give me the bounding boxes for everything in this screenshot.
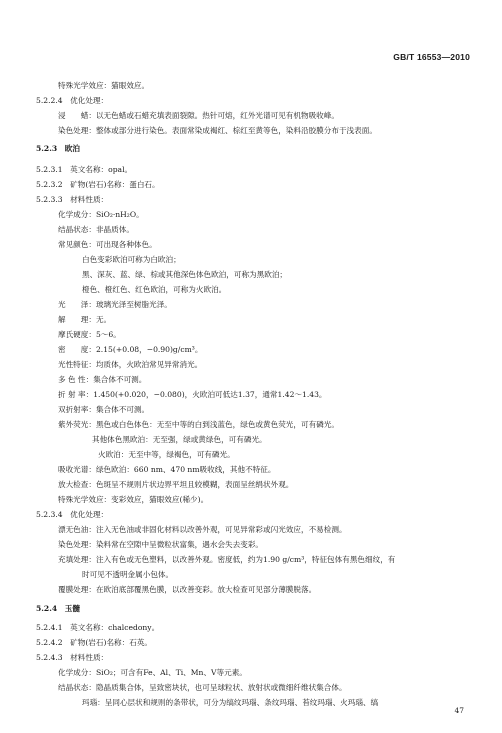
section-heading: 5.2.3 欧泊 — [36, 144, 80, 153]
section-heading: 5.2.2.4 优化处理： — [36, 96, 109, 105]
text-line: 玛瑙：呈同心层状和规则的条带状，可分为缟纹玛瑙、条纹玛瑙、苔纹玛瑙、火玛瑙、缟 — [82, 698, 379, 707]
text-line: 橙色、橙红色、红色欧泊，可称为火欧泊。 — [82, 285, 227, 294]
text-line: 紫外荧光：黑色或白色体色：无至中等的白到浅蓝色，绿色或黄色荧光，可有磷光。 — [58, 420, 339, 429]
text-line: 光 泽：玻璃光泽至树脂光泽。 — [58, 300, 172, 309]
page-number: 47 — [454, 706, 464, 715]
text-line: 解 理：无。 — [58, 315, 112, 324]
text-line: 白色变彩欧泊可称为白欧泊； — [82, 255, 181, 264]
text-line: 多 色 性：集合体不可测。 — [58, 375, 147, 384]
text-line: 结晶状态：隐晶质集合体，呈致密块状，也可呈球粒状、放射状或微细纤维状集合体。 — [58, 683, 347, 692]
section-heading: 5.2.3.3 材料性质： — [36, 195, 109, 204]
text-line: 火欧泊：无至中等，绿褐色，可有磷光。 — [98, 450, 235, 459]
text-line: 漂无色油：注入无色油或非固化材料以改善外观，可见异常彩或闪光效应，不易检测。 — [58, 525, 347, 534]
text-line: 化学成分：SiO₂；可含有Fe、Al、Ti、Mn、V等元素。 — [58, 668, 247, 677]
text-line: 密 度：2.15(+0.08，−0.90)g/cm³。 — [58, 345, 203, 354]
standard-number: GB/T 16553—2010 — [393, 52, 470, 62]
text-line: 光性特征：均质体，火欧泊常见异常消光。 — [58, 360, 203, 369]
text-line: 时可见不透明金属小包体。 — [82, 570, 174, 579]
section-heading: 5.2.4.3 材料性质： — [36, 653, 109, 662]
text-line: 黑、深灰、蓝、绿、棕或其他深色体色欧泊，可称为黑欧泊； — [82, 270, 288, 279]
text-line: 常见颜色：可出现各种体色。 — [58, 240, 157, 249]
section-heading: 5.2.4.2 矿物(岩石)名称：石英。 — [36, 638, 153, 647]
text-line: 放大检查：色斑呈不规则片状边界平坦且较模糊，表面呈丝绢状外观。 — [58, 480, 294, 489]
text-line: 染色处理：整体或部分进行染色。表面常染成褐红、棕红至黄等色，染料沿胶膜分布于浅表面。 — [58, 126, 377, 135]
text-line: 特殊光学效应：猫眼效应。 — [58, 81, 150, 90]
text-line: 吸收光谱：绿色欧泊：660 nm、470 nm吸收线，其他不特征。 — [58, 465, 276, 474]
section-heading: 5.2.3.1 英文名称：opal。 — [36, 165, 133, 174]
text-line: 其他体色黑欧泊：无至强，绿或黄绿色，可有磷光。 — [92, 435, 267, 444]
text-line: 覆膜处理：在欧泊底部覆黑色膜，以改善变彩。放大检查可见部分薄膜脱落。 — [58, 585, 317, 594]
section-heading: 5.2.4 玉髓 — [36, 604, 80, 613]
section-heading: 5.2.3.2 矿物(岩石)名称：蛋白石。 — [36, 180, 160, 189]
text-line: 化学成分：SiO₂·nH₂O。 — [58, 210, 144, 219]
section-heading: 5.2.3.4 优化处理： — [36, 510, 109, 519]
text-line: 摩氏硬度：5～6。 — [58, 330, 121, 339]
text-line: 染色处理：染料常在空隙中呈微粒状富集，遇水会失去变彩。 — [58, 540, 264, 549]
text-line: 折 射 率：1.450(+0.020，−0.080)，火欧泊可低达1.37，通常1.42～1.43。 — [58, 390, 327, 399]
text-line: 充填处理：注入有色或无色塑料，以改善外观。密度低，约为1.90 g/cm³，特征包体有黑色细纹，有 — [58, 555, 396, 564]
text-line: 浸 蜡：以无色蜡或石蜡充填表面裂隙。热针可熔，红外光谱可见有机物吸收峰。 — [58, 111, 339, 120]
section-heading: 5.2.4.1 英文名称：chalcedony。 — [36, 623, 160, 632]
text-line: 特殊光学效应：变彩效应，猫眼效应(稀少)。 — [58, 495, 209, 504]
text-line: 结晶状态：非晶质体。 — [58, 225, 134, 234]
text-line: 双折射率：集合体不可测。 — [58, 405, 150, 414]
